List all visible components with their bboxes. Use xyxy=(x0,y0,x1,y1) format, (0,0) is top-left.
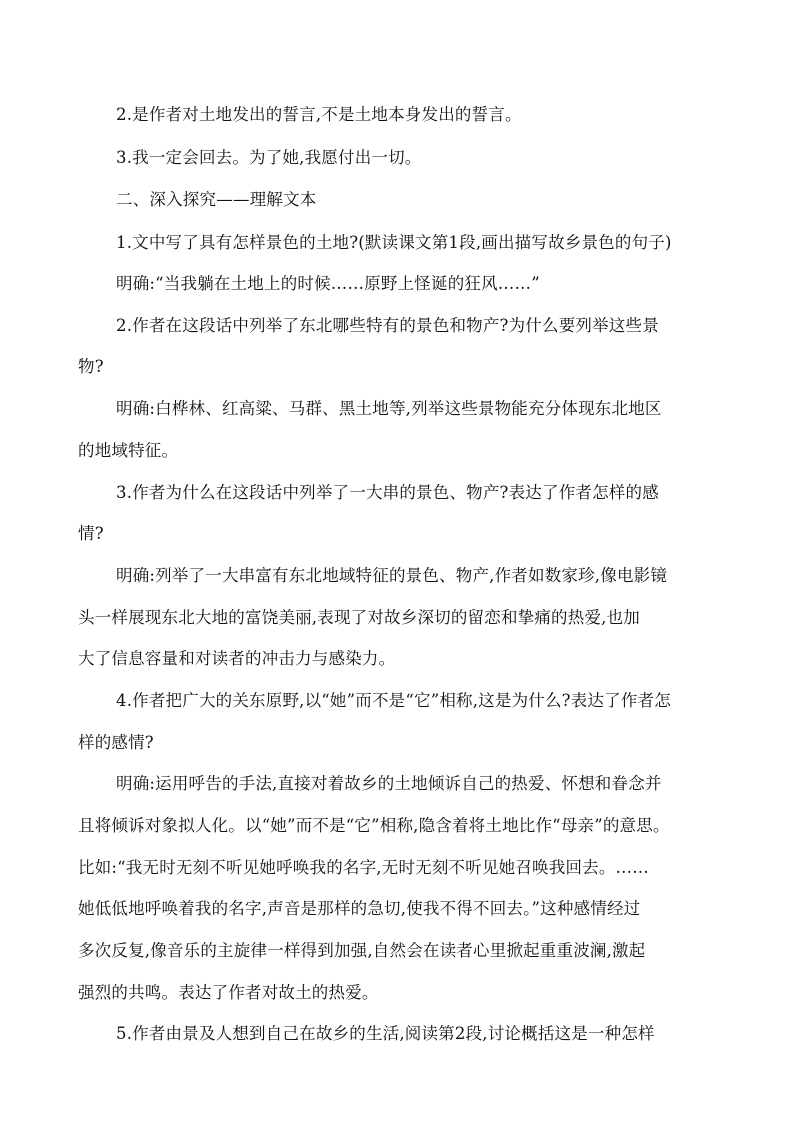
text-line: 3.我一定会回去。为了她,我愿付出一切。 xyxy=(116,148,422,167)
text-line: 样的感情? xyxy=(78,733,154,752)
text-line: 头一样展现东北大地的富饶美丽,表现了对故乡深切的留恋和挚痛的热爱,也加 xyxy=(78,608,640,627)
text-line: 明确:运用呼告的手法,直接对着故乡的土地倾诉自己的热爱、怀想和眷念并 xyxy=(116,774,662,793)
text-line: 强烈的共鸣。表达了作者对故土的热爱。 xyxy=(78,983,379,1002)
text-line: 的地域特征。 xyxy=(78,441,179,460)
text-line: 1.文中写了具有怎样景色的土地?(默读课文第1段,画出描写故乡景色的句子) xyxy=(116,233,672,252)
text-line: 情? xyxy=(78,524,104,543)
text-line: 且将倾诉对象拟人化。以“她”而不是“它”相称,隐含着将土地比作“母亲”的意思。 xyxy=(78,816,670,835)
text-line: 明确:“当我躺在土地上的时候……原野上怪诞的狂风……” xyxy=(116,274,540,293)
text-line: 大了信息容量和对读者的冲击力与感染力。 xyxy=(78,649,396,668)
text-line: 2.作者在这段话中列举了东北哪些特有的景色和物产?为什么要列举这些景 xyxy=(116,316,659,335)
text-line: 明确:列举了一大串富有东北地域特征的景色、物产,作者如数家珍,像电影镜 xyxy=(116,566,668,585)
text-line: 物? xyxy=(78,357,104,376)
text-line: 明确:白桦林、红高粱、马群、黑土地等,列举这些景物能充分体现东北地区 xyxy=(116,399,662,418)
text-line: 4.作者把广大的关东原野,以“她”而不是“它”相称,这是为什么?表达了作者怎 xyxy=(116,691,671,710)
text-line: 比如:“我无时无刻不听见她呼唤我的名字,无时无刻不听见她召唤我回去。…… xyxy=(78,858,649,877)
text-line: 她低低地呼唤着我的名字,声音是那样的急切,使我不得不回去。”这种感情经过 xyxy=(78,899,641,918)
section-heading: 二、深入探究——理解文本 xyxy=(116,190,317,209)
text-line: 多次反复,像音乐的主旋律一样得到加强,自然会在读者心里掀起重重波澜,激起 xyxy=(78,941,646,960)
text-line: 5.作者由景及人想到自己在故乡的生活,阅读第2段,讨论概括这是一种怎样 xyxy=(116,1024,655,1043)
text-line: 2.是作者对土地发出的誓言,不是土地本身发出的誓言。 xyxy=(116,105,522,124)
text-line: 3.作者为什么在这段话中列举了一大串的景色、物产?表达了作者怎样的感 xyxy=(116,483,659,502)
